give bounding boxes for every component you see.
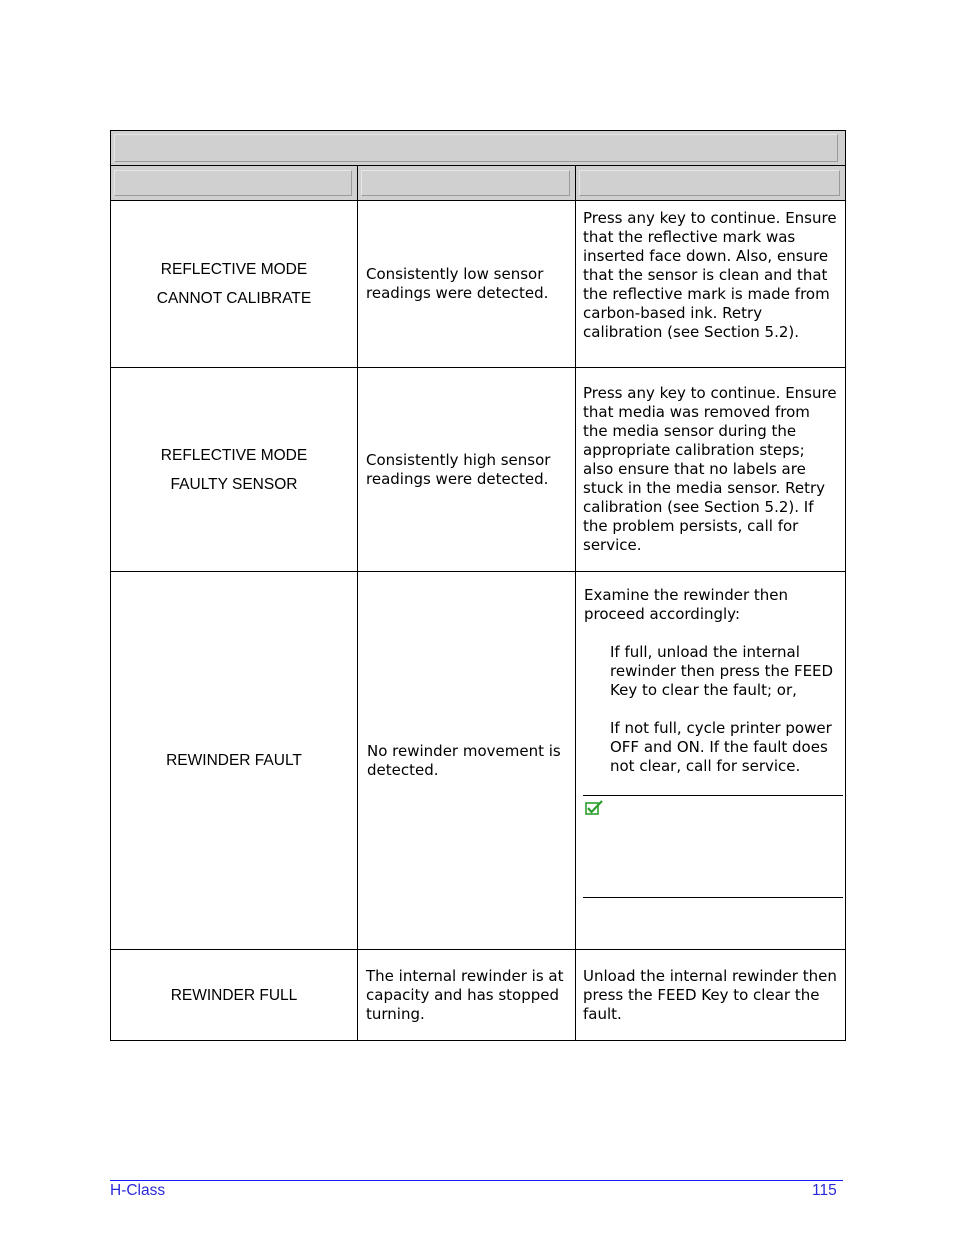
- checkbox-check-icon: [585, 800, 605, 821]
- message-line: REWINDER FAULT: [166, 752, 302, 769]
- message-cell: [111, 950, 358, 1040]
- cause-text: No rewinder movement is detected.: [367, 741, 561, 779]
- message-line: REFLECTIVE MODE: [160, 261, 308, 278]
- action-option: If not full, cycle printer power OFF and ON. If the fault does not clear, call for service.: [610, 719, 832, 775]
- cause-cell: [358, 572, 576, 949]
- message-line: CANNOT CALIBRATE: [156, 290, 312, 307]
- footer-rule: [110, 1180, 843, 1181]
- action-cell: [576, 368, 845, 571]
- cause-text: The internal rewinder is at capacity and has stopped turning.: [366, 966, 564, 1023]
- message-cell: [111, 368, 358, 571]
- table-row: [111, 201, 845, 368]
- table-header-row: [111, 166, 845, 201]
- table-title-bar: [111, 131, 845, 166]
- action-option: If full, unload the internal rewinder then press the FEED Key to clear the fault; or,: [610, 643, 834, 699]
- cause-cell: [358, 950, 576, 1040]
- cause-text: Consistently high sensor readings were detected.: [366, 450, 551, 488]
- action-cell: [576, 950, 845, 1040]
- message-line: FAULTY SENSOR: [170, 475, 298, 493]
- header-cell-message: [111, 166, 358, 200]
- note-box: [583, 795, 843, 898]
- cause-text: Consistently low sensor readings were detected.: [366, 265, 549, 302]
- message-cell: [111, 572, 358, 949]
- action-text: Unload the internal rewinder then press the FEED Key to clear the fault.: [583, 967, 837, 1023]
- header-cell-action: [576, 166, 845, 200]
- footer-page-number: 115: [812, 1182, 837, 1199]
- message-line: REFLECTIVE MODE: [160, 446, 308, 464]
- cause-cell: [358, 201, 576, 367]
- cause-cell: [358, 368, 576, 571]
- action-text: Press any key to continue. Ensure that the reflective mark was inserted face down. Also, ensure that the sensor is clean and that the reflective mark is made from carbon-based ink. Retry calibration (see Section 5.2).: [583, 209, 837, 341]
- action-cell: [576, 572, 845, 949]
- message-line: REWINDER FULL: [170, 986, 298, 1004]
- action-cell: [576, 201, 845, 367]
- table-row: [111, 950, 845, 1040]
- header-cell-cause: [358, 166, 576, 200]
- action-text: Press any key to continue. Ensure that media was removed from the media sensor during the appropriate calibration steps; also ensure that no labels are stuck in the media sensor. Retry calibration (see Section 5.2). If the problem persists, call for service.: [583, 384, 837, 554]
- action-intro: Examine the rewinder then proceed accordingly:: [584, 586, 789, 623]
- table-row: [111, 368, 845, 572]
- message-cell: [111, 201, 358, 367]
- troubleshooting-table: [110, 130, 846, 1041]
- table-row: [111, 572, 845, 950]
- footer-product-name: H-Class: [110, 1182, 166, 1199]
